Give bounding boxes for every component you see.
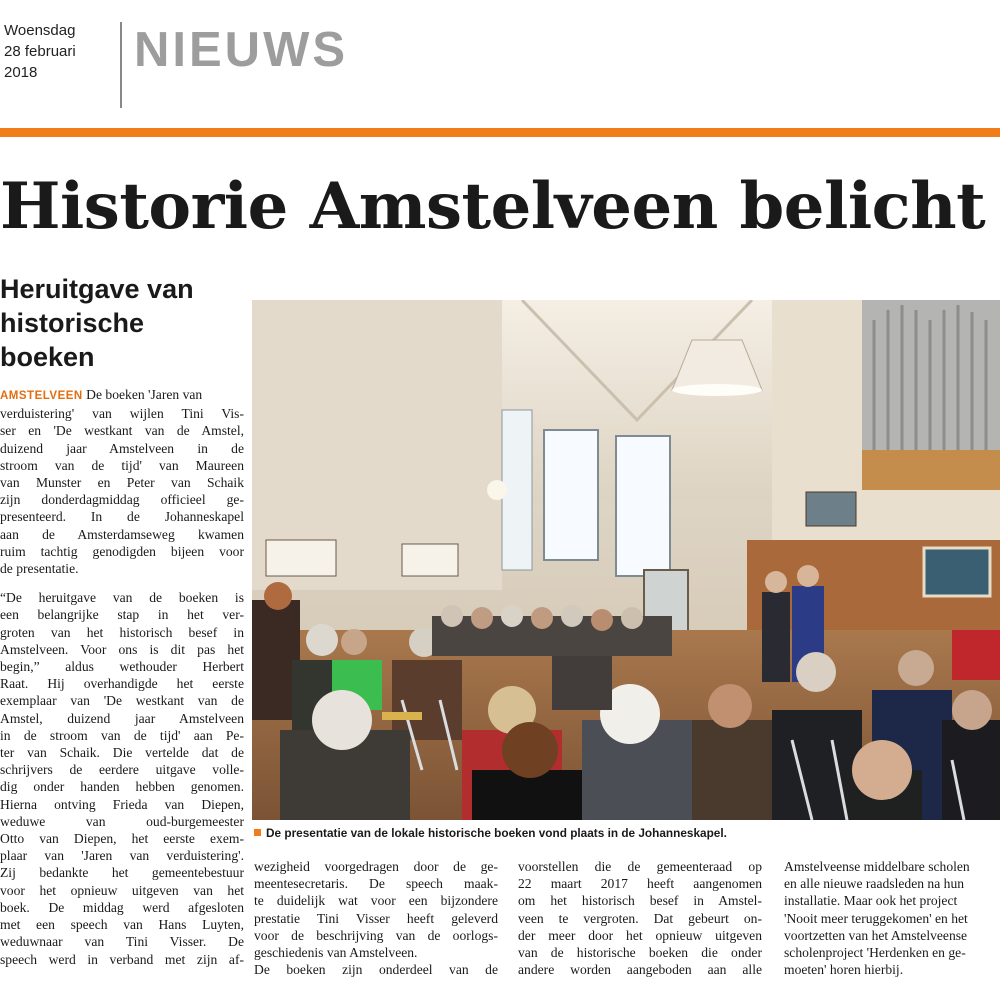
text-line: voorstellen die de gemeenteraad op [518,859,762,874]
date-year: 2018 [4,64,38,81]
text-line: 'Nooit meer teruggekomen' en het [784,910,968,926]
text-line: voor de beschrijving van de oorlogs- [254,927,498,943]
text-line: de presentatie. [0,561,79,577]
text-line: 22 maart 2017 heeft aangenomen [518,876,762,892]
text-line: een belangrijke stap in het ver- [0,607,244,623]
text-line: der meer door het opnieuw uitgeven [518,927,762,943]
text-line: van Munster en Peter van Schaik [0,475,244,491]
text-line: in de stroom van de tijd' aan Pe- [0,727,244,743]
text-line: De boeken zijn onderdeel van de [254,962,498,978]
headline: Historie Amstelveen belicht [0,169,986,244]
text-line [0,386,244,405]
text-line: geschiedenis van Amstelveen. [254,945,418,961]
text-line: Raat. Hij overhandigde het eerste [0,676,244,692]
date-day-month: 28 februari [4,43,76,60]
chapel-photo-illustration [252,300,1000,820]
subhead-line: boeken [0,342,95,372]
text-line: duizend jaar Amstelveen in de [0,440,244,456]
text-line: schrijvers de eerdere uitgave volle- [0,762,244,778]
text-line: zijn donderdagmiddag officieel ge- [0,492,244,508]
text-line: scholenproject 'Herdenken en ge- [784,945,966,961]
article-column-3 [518,858,762,978]
text-line: “De heruitgave van de boeken is [0,590,244,606]
text-line: groten van het historisch besef in [0,624,244,640]
section-title: NIEUWS [134,23,348,77]
text-line: Hierna ontving Frieda van Diepen, [0,796,244,812]
masthead-divider [120,22,122,108]
text-line: weduwe van oud-burgemeester [0,813,244,829]
text-line: plaar van 'Jaren van verduistering'. [0,848,244,864]
text-line: voor het opnieuw uitgeven van het [0,882,244,898]
text-line: meentesecretaris. De speech maak- [254,876,498,892]
text-line: te duidelijk wat voor een bijzondere [254,893,498,909]
text-line: van de historische boeken die onder [518,945,762,961]
text-line: presenteerd. In de Johanneskapel [0,509,244,525]
text-line: Amstel, duizend jaar Amstelveen [0,710,244,726]
text-line: speech werd in verband met zijn af- [0,951,244,967]
caption-text: De presentatie van de lokale historische boeken vond plaats in de Johanneskapel. [266,826,727,840]
text-line: boek. De middag werd afgesloten [0,899,244,915]
photo-caption [254,826,727,840]
text-line: weduwnaar van Tini Visser. De [0,934,244,950]
article-column-1 [0,386,244,968]
text-line: en alle nieuwe raadsleden na hun [784,876,965,892]
text-line: prestatie Tini Visser heeft geleverd [254,910,498,926]
paragraph-gap [0,577,244,589]
orange-rule [0,128,1000,137]
dateline: AMSTELVEEN [0,390,83,402]
text-line: dig onder handen hebben genomen. [0,779,244,795]
text-line: stroom van de tijd' van Maureen [0,457,244,473]
subhead-line: Heruitgave van [0,274,194,304]
text-line: ruim tachtig genodigden bijeen voor [0,543,244,559]
text-line: met een speech van Hans Luyten, [0,917,244,933]
text-line: exemplaar van 'De westkant van de [0,693,244,709]
text-line-content: De boeken 'Jaren van [86,387,203,402]
text-line: ter van Schaik. Die vertelde dat de [0,745,244,761]
date-weekday: Woensdag [4,22,76,39]
text-line: wezigheid voorgedragen door de ge- [254,859,498,874]
text-line: Amstelveen. Voor ons is dit pas het [0,641,244,657]
text-line: ser en 'De westkant van de Amstel, [0,423,244,439]
subhead-line: historische [0,308,145,338]
text-line: moeten' horen hierbij. [784,962,904,978]
text-line: installatie. Maar ook het project [784,893,958,909]
text-line: voortzetten van het Amstelveense [784,927,968,943]
issue-date [4,20,76,83]
text-line: aan de Amsterdamseweg kwamen [0,526,244,542]
orange-square-bullet-icon [254,829,261,836]
text-line: Amstelveense middelbare scholen [784,859,970,874]
text-line: Zij bedankte het gemeentebestuur [0,865,244,881]
text-line: om het historisch besef in Amstel- [518,893,762,909]
text-line: Otto van Diepen, het eerste exem- [0,831,244,847]
text-line: begin,” aldus wethouder Herbert [0,659,244,675]
subheadline [0,272,230,374]
article-photo [252,300,1000,820]
text-line: verduistering' van wijlen Tini Vis- [0,406,244,422]
text-line: veen te vergroten. Dat gebeurt on- [518,910,762,926]
text-line: andere worden aangeboden aan alle [518,962,762,978]
article-column-4 [784,858,1000,978]
article-column-2 [254,858,498,978]
